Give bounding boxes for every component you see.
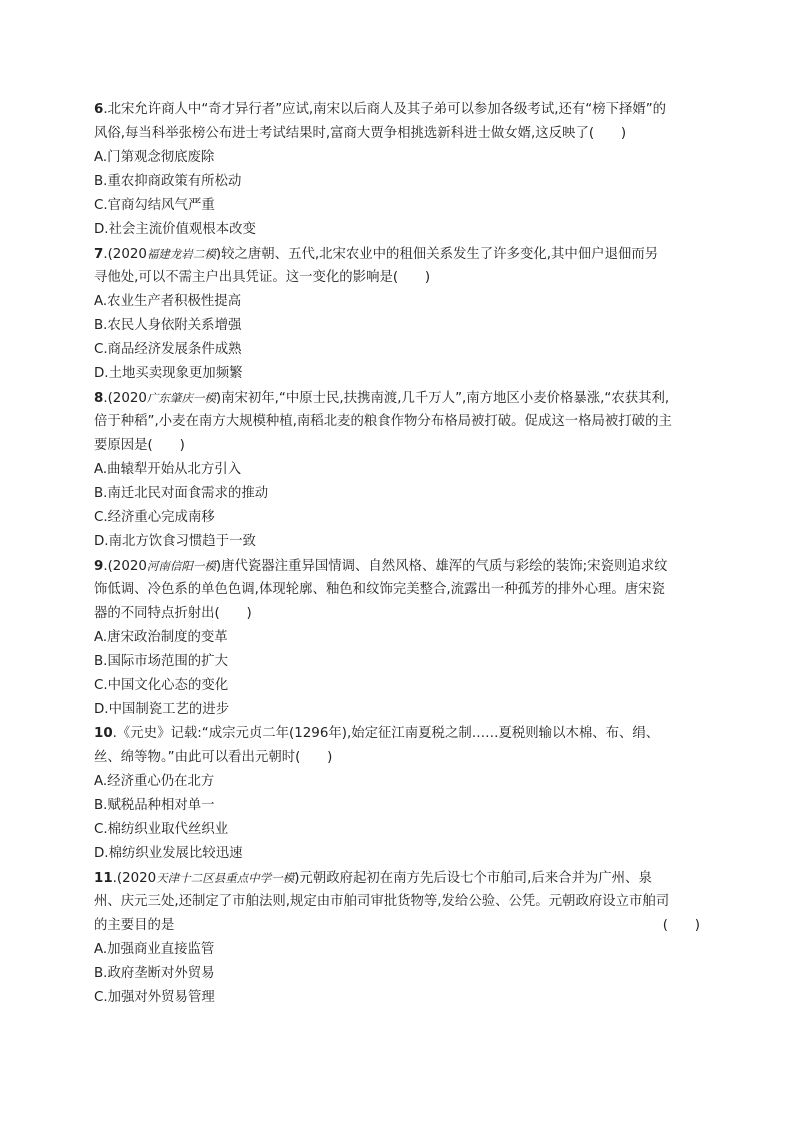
source-note: 广东肇庆一模 <box>146 391 216 405</box>
option-c[interactable]: C.加强对外贸易管理 <box>94 990 215 1005</box>
question-stem: 饰低调、冷色系的单色色调,体现轮廓、釉色和纹饰完美整合,流露出一种孤芳的排外心理。唐宋瓷 <box>94 582 665 597</box>
question-stem: 9.(2020河南信阳一模)唐代瓷器注重异国情调、自然风格、雄浑的气质与彩绘的装饰;宋瓷则追求纹 <box>94 559 668 574</box>
option-d[interactable]: D.土地买卖现象更加频繁 <box>94 366 243 381</box>
option-a[interactable]: A.唐宋政治制度的变革 <box>94 630 228 645</box>
option-a[interactable]: A.门第观念彻底废除 <box>94 150 215 165</box>
question-stem: 的主要目的是 ( ) <box>94 914 700 938</box>
option-a[interactable]: A.曲辕犁开始从北方引入 <box>94 462 242 477</box>
question-11 <box>94 866 700 1010</box>
option-a[interactable]: A.加强商业直接监管 <box>94 942 215 957</box>
option-c[interactable]: C.商品经济发展条件成熟 <box>94 342 242 357</box>
option-a[interactable]: A.农业生产者积极性提高 <box>94 294 242 309</box>
question-8 <box>94 386 700 554</box>
option-b[interactable]: B.重农抑商政策有所松动 <box>94 174 242 189</box>
question-stem: 寻他处,可以不需主户出具凭证。这一变化的影响是( ) <box>94 270 431 285</box>
question-stem: 10.《元史》记载:“成宗元贞二年(1296年),始定征江南夏税之制……夏税则输以木棉、布、绢、 <box>94 726 660 741</box>
question-stem: 州、庆元三处,还制定了市舶法则,规定由市舶司审批货物等,发给公验、公凭。元朝政府设立市舶司 <box>94 894 670 909</box>
source-note: 福建龙岩二模 <box>146 247 216 261</box>
option-d[interactable]: D.棉纺织业发展比较迅速 <box>94 846 243 861</box>
option-b[interactable]: B.国际市场范围的扩大 <box>94 654 228 669</box>
question-stem: 11.(2020天津十二区县重点中学一模)元朝政府起初在南方先后设七个市舶司,后来合并为广州、泉 <box>94 871 652 886</box>
answer-blank: ( ) <box>662 918 700 933</box>
option-a[interactable]: A.经济重心仍在北方 <box>94 774 215 789</box>
question-6 <box>94 98 700 242</box>
option-c[interactable]: C.官商勾结风气严重 <box>94 198 215 213</box>
option-b[interactable]: B.南迁北民对面食需求的推动 <box>94 486 269 501</box>
option-c[interactable]: C.棉纺织业取代丝织业 <box>94 822 229 837</box>
option-b[interactable]: B.政府垄断对外贸易 <box>94 966 215 981</box>
question-number: 10 <box>94 726 113 741</box>
question-stem: 6.北宋允许商人中“奇才异行者”应试,南宋以后商人及其子弟可以参加各级考试,还有“榜下择婿”的 <box>94 102 667 117</box>
question-stem: 要原因是( ) <box>94 438 185 453</box>
question-number: 9 <box>94 559 104 574</box>
question-number: 11 <box>94 871 113 886</box>
option-c[interactable]: C.中国文化心态的变化 <box>94 678 229 693</box>
question-stem: 丝、绵等物。”由此可以看出元朝时( ) <box>94 750 333 765</box>
question-number: 8 <box>94 391 104 406</box>
question-number: 6 <box>94 102 104 117</box>
option-b[interactable]: B.农民人身依附关系增强 <box>94 318 242 333</box>
option-d[interactable]: D.社会主流价值观根本改变 <box>94 222 256 237</box>
option-d[interactable]: D.中国制瓷工艺的进步 <box>94 702 230 717</box>
question-stem: 风俗,每当科举张榜公布进士考试结果时,富商大贾争相挑选新科进士做女婿,这反映了( ) <box>94 126 627 141</box>
option-c[interactable]: C.经济重心完成南移 <box>94 510 215 525</box>
question-stem: 倍于种稻”,小麦在南方大规模种植,南稻北麦的粮食作物分布格局被打破。促成这一格局被打破的主 <box>94 414 672 429</box>
source-note: 天津十二区县重点中学一模 <box>156 871 295 885</box>
question-9 <box>94 554 700 722</box>
option-b[interactable]: B.赋税品种相对单一 <box>94 798 215 813</box>
question-stem: 器的不同特点折射出( ) <box>94 606 252 621</box>
question-7 <box>94 242 700 386</box>
option-d[interactable]: D.南北方饮食习惯趋于一致 <box>94 534 256 549</box>
question-stem: 8.(2020广东肇庆一模)南宋初年,“中原士民,扶携南渡,几千万人”,南方地区小麦价格暴涨,“农获其利, <box>94 391 670 406</box>
question-10 <box>94 722 700 866</box>
question-number: 7 <box>94 247 104 262</box>
question-stem: 7.(2020福建龙岩二模)较之唐朝、五代,北宋农业中的租佃关系发生了许多变化,其中佃户退佃而另 <box>94 247 659 262</box>
question-list <box>94 98 700 1010</box>
source-note: 河南信阳一模 <box>146 559 216 573</box>
